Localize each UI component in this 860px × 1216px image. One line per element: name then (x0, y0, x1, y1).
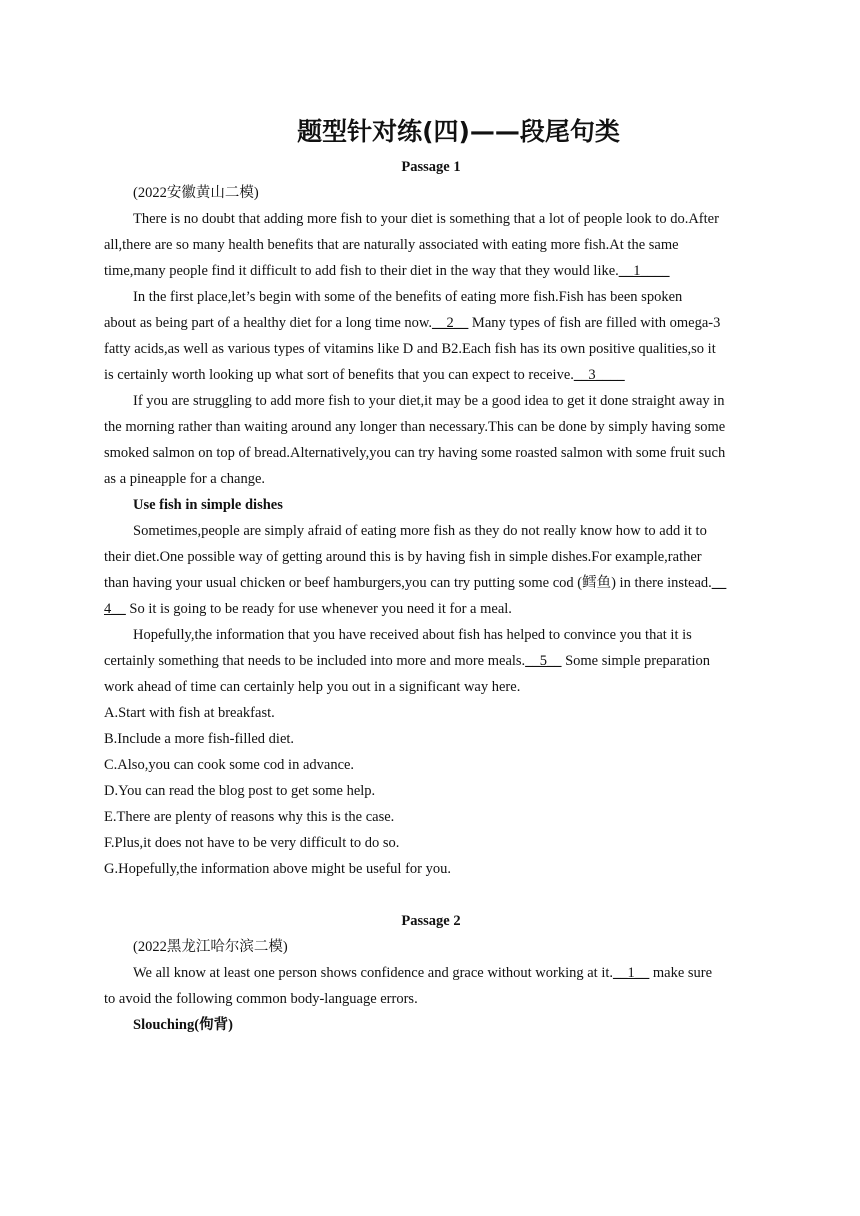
passage-2-source: (2022黑龙江哈尔滨二模) (133, 939, 288, 955)
p1-para1-line2: all,there are so many health benefits that are naturally associated with eating more fish.At the same (104, 237, 679, 253)
p2-blank-1: __1__ (613, 965, 650, 981)
p1-para1-line3-text: time,many people find it difficult to add fish to their diet in the way that they would like. (104, 263, 619, 279)
p1-para3-line2: the morning rather than waiting around any longer than necessary.This can be done by simply having some (104, 419, 726, 435)
p1-para2-line4-text: is certainly worth looking up what sort of benefits that you can expect to receive. (104, 367, 574, 383)
passage-2-heading: Passage 2 (401, 913, 461, 929)
option-g: G.Hopefully,the information above might be useful for you. (104, 861, 451, 877)
p1-para1-line1: There is no doubt that adding more fish to your diet is something that a lot of people look to do.After (133, 211, 719, 227)
p2-para1-line2: to avoid the following common body-language errors. (104, 991, 418, 1007)
p2-para1-line1-after: make sure (649, 965, 713, 981)
p1-para5-line2-text: certainly something that needs to be included into more and more meals. (104, 653, 526, 669)
passage-1-heading: Passage 1 (401, 159, 461, 175)
p1-subheading: Use fish in simple dishes (133, 497, 283, 513)
p1-para5-line2 (104, 648, 758, 674)
p1-para2-line4 (104, 362, 758, 388)
blank-5: __5__ (525, 653, 562, 669)
p1-para3-line1: If you are struggling to add more fish to your diet,it may be a good idea to get it done straight away in (133, 393, 725, 409)
p1-para1-line3 (104, 258, 758, 284)
p1-para4-line4-text: So it is going to be ready for use whenever you need it for a meal. (125, 601, 512, 617)
p1-para3-line3: smoked salmon on top of bread.Alternatively,you can try having some roasted salmon with some fruit such (104, 445, 726, 461)
p1-para2-line2-after: Many types of fish are filled with omega-3 (468, 315, 721, 331)
option-c: C.Also,you can cook some cod in advance. (104, 757, 355, 773)
p1-para4-line2: their diet.One possible way of getting around this is by having fish in simple dishes.For example,rather (104, 549, 702, 565)
blank-4-start: __ (711, 575, 727, 591)
option-a: A.Start with fish at breakfast. (104, 705, 275, 721)
p1-para4-line3-text: than having your usual chicken or beef hamburgers,you can try putting some cod (鳕鱼) in there instead. (104, 575, 712, 591)
blank-3: __3____ (573, 367, 625, 383)
option-d: D.You can read the blog post to get some help. (104, 783, 376, 799)
p2-para1-line1 (104, 960, 758, 986)
option-e: E.There are plenty of reasons why this is the case. (104, 809, 395, 825)
passage-1-source: (2022安徽黄山二模) (133, 185, 259, 201)
p2-subheading: Slouching(佝背) (133, 1017, 233, 1033)
blank-1: __1____ (618, 263, 670, 279)
page-title: 题型针对练(四)——段尾句类 (297, 117, 620, 146)
p1-para5-line2-after: Some simple preparation (561, 653, 711, 669)
p1-para3-line4: as a pineapple for a change. (104, 471, 266, 487)
p1-para2-line1: In the first place,let’s begin with some of the benefits of eating more fish.Fish has been spoken (133, 289, 683, 305)
option-f: F.Plus,it does not have to be very difficult to do so. (104, 835, 400, 851)
blank-2: __2__ (432, 315, 469, 331)
option-b: B.Include a more fish-filled diet. (104, 731, 295, 747)
p1-para4-line3 (104, 570, 758, 596)
p1-para2-line2 (104, 310, 758, 336)
p1-para2-line3: fatty acids,as well as various types of vitamins like D and B2.Each fish has its own positive qualities,so it (104, 341, 716, 357)
p1-para4-line1: Sometimes,people are simply afraid of eating more fish as they do not really know how to add it to (133, 523, 707, 539)
blank-4-end: 4__ (104, 601, 126, 617)
p2-para1-line1-text: We all know at least one person shows confidence and grace without working at it. (133, 965, 614, 981)
p1-para5-line1: Hopefully,the information that you have received about fish has helped to convince you that it is (133, 627, 692, 643)
p1-para4-line4 (104, 596, 758, 622)
p1-para2-line2-text: about as being part of a healthy diet for a long time now. (104, 315, 433, 331)
p1-para5-line3: work ahead of time can certainly help you out in a significant way here. (104, 679, 521, 695)
document-page (104, 112, 758, 1038)
